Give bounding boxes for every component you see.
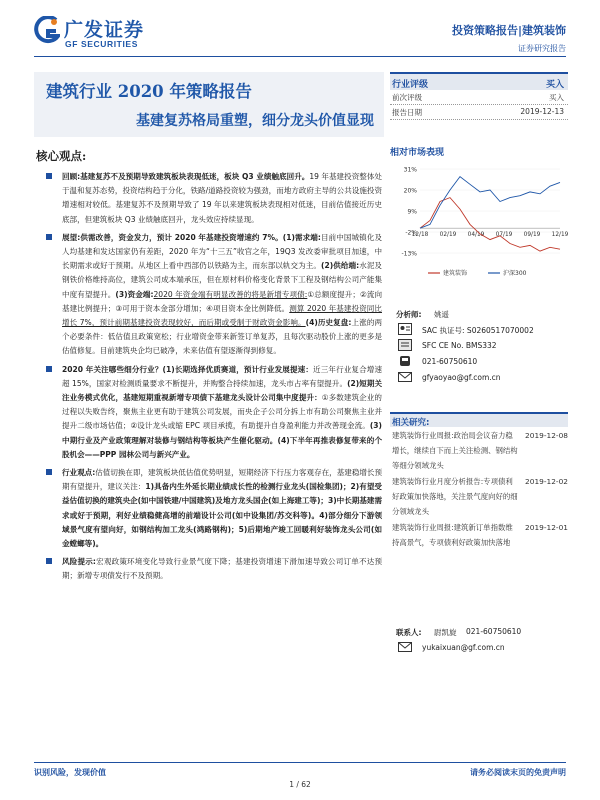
title-band (34, 72, 384, 137)
email-icon (398, 641, 412, 653)
square-bullet-icon (46, 469, 52, 475)
certificate-icon (398, 339, 412, 351)
contact-email[interactable]: yukaixuan@gf.com.cn (422, 643, 505, 652)
id-card-icon (398, 323, 412, 335)
square-bullet-icon (46, 234, 52, 240)
y-tick-label: -2% (405, 229, 417, 237)
related-item[interactable] (390, 520, 568, 550)
contact-info (396, 624, 568, 656)
prev-rating-value: 买入 (549, 93, 564, 102)
series-line (420, 198, 560, 252)
related-item-title: 建筑装饰行业周报:建筑新订单指数维持高景气，专项债利好政策加快落地 (392, 523, 513, 547)
core-paragraph-subsectors (44, 363, 382, 462)
y-tick-label: -13% (401, 250, 417, 258)
rating-separator (390, 119, 568, 120)
footer-disclaimer[interactable]: 请务必阅读末页的免责声明 (470, 768, 566, 777)
x-tick-label: 12/19 (551, 232, 568, 239)
demand-label: (1)需求端: (282, 232, 321, 242)
header-divider (34, 56, 566, 57)
subsectors-text1: 近三年行业复合增速超 15%，国家对检测质量要求不断提升，并购整合持续加速，龙头市占率有望提升。 (62, 364, 382, 388)
footer-slogan: 识别风险，发现价值 (34, 768, 106, 777)
analyst-name: 姚遥 (434, 310, 449, 319)
industry-view-text: 估值切换在即，建筑板块低估值优势明显，短期经济下行压力客观存在，基建稳增长预期有望提升，建议关注： (62, 468, 383, 492)
history-text: 上涨的两个必要条件：低估值且政策宽松；行业增资金带来新签订单复苏，且每次驱动股价上涨的更多是估值修复。目前建筑央企均已破净，未来估值有望逐渐得到修复。 (62, 318, 382, 356)
subsectors-point1: (1)长期选择优质赛道，预计行业发展提速： (162, 364, 314, 374)
subsectors-lead: 2020 年关注哪些细分行业？ (62, 364, 163, 374)
core-paragraph-industry-view (44, 466, 382, 551)
risk-text: 宏观政策环境变化导致行业景气度下降；基建投资增速下滑加速导致公司订单不达预期；新增专项债发行不及预期。 (62, 557, 382, 581)
contact-name: 尉凯旋 (434, 628, 457, 637)
review-text: 19 年基建投资整体处于温和复苏态势，投资结构趋于分化，铁路/道路投资较为强劲，而地方政府主导的公共设施投资增速相对较低。基建复苏不及预期导致了 19 年以来建筑板块表现相对低迷，目前估值接近历史底部，但建筑板块 Q3 业绩触底回升，龙头效应持续显现。 (62, 172, 382, 224)
report-header (452, 22, 566, 54)
legend-label: 建筑装饰 (443, 270, 468, 277)
logo-text-cn: 广发证券 (64, 19, 145, 41)
series-line (420, 177, 560, 229)
report-date-row (390, 105, 568, 119)
prev-rating-row (390, 90, 568, 104)
analyst-sfc-row (396, 338, 568, 354)
supply-label: (2)供给端: (321, 261, 360, 271)
subsectors-point3: (3)中期行业及产业政策理解对装修与钢结构等板块产生催化驱动。(4)下半年再推表修复带来的个股机会——PPP 园林公司与新兴产业。 (62, 421, 382, 459)
funding-estimate: 测算 2020 年基建投资同比增长 7%，预计前期基建投资表现较好，而后期或受制于财政资金影响。 (62, 303, 382, 328)
footer-divider (34, 762, 566, 763)
analyst-info (396, 306, 568, 386)
contact-phone-row (396, 624, 568, 640)
funding-underlined: 2020 年资金端有明显改善的将是新增专项债: (153, 289, 308, 299)
core-paragraph-review (44, 170, 382, 227)
analyst-email-row (396, 370, 568, 386)
page-number: 1 / 62 (289, 780, 311, 789)
logo-text-en: GF SECURITIES (65, 39, 138, 49)
related-item-date: 2019-12-01 (525, 523, 568, 532)
related-item-title: 建筑装饰行业周报:政治局会议奋力稳增长，继续自下而上关注检测、钢结构等细分领域龙头 (392, 431, 518, 470)
y-tick-label: 20% (403, 187, 417, 195)
x-tick-label: 12/18 (411, 232, 429, 239)
rating-header (390, 72, 568, 90)
history-label: (4)历史复盘: (305, 318, 352, 328)
legend-label: 沪深300 (503, 270, 527, 277)
analyst-sac: SAC 执证号: S0260517070002 (422, 326, 534, 335)
report-subtitle: 基建复苏格局重塑，细分龙头价值显现 (136, 113, 374, 129)
core-views-body (44, 170, 382, 588)
x-tick-label: 09/19 (523, 232, 541, 239)
contact-role: 联系人: (396, 628, 422, 637)
core-paragraph-risk (44, 555, 382, 583)
relative-performance-chart (390, 145, 568, 285)
related-research (390, 412, 568, 550)
prev-rating-label: 前次评级 (392, 93, 422, 102)
funding-label: (3)资金端: (115, 289, 154, 299)
funding-text: ①总额度提升；②流向基建比例提升；③可用于资本金部分增加；④项目资本金比例降低。 (62, 289, 382, 313)
core-views-heading: 核心观点: (36, 149, 87, 163)
gf-logo-icon (34, 16, 60, 44)
square-bullet-icon (46, 558, 52, 564)
chart-heading: 相对市场表现 (390, 148, 445, 158)
email-icon (398, 371, 412, 383)
report-title: 建筑行业 2020 年策略报告 (46, 82, 252, 101)
square-bullet-icon (46, 366, 52, 372)
subsectors-point2: (2)短期关注业务模式优化，基建短期重视新增专项债下基建龙头设计公司集中度提升： (62, 378, 382, 403)
related-item-date: 2019-12-08 (525, 431, 568, 440)
x-tick-label: 02/19 (439, 232, 457, 239)
analyst-role: 分析师: (396, 310, 422, 319)
related-item[interactable] (390, 428, 568, 473)
industry-view-label: 行业观点: (62, 468, 96, 478)
contact-email-row (396, 640, 568, 656)
subsectors-text2: ①多数建筑企业的过程以失败告终，聚焦主业更有助于建筑公司发展，而央企子公司分拆上市有助公司聚焦主业并提升二级市场估值；②设计龙头或缩 EPC 项目承揽，有助提升自身盈利能力并改善现金流。 (62, 393, 382, 431)
rating-value: 买入 (545, 80, 564, 90)
review-lead: 回顾:基建复苏不及预期导致建筑板块表现低迷，板块 Q3 业绩触底回升。 (62, 172, 310, 181)
demand-text: 目前中国城镇化及人均基建和发达国家仍有差距，2020 年为“十三五”收官之年，19Q3 发改委审批项目加速，中长期需求或好于预期。从地区上看中西部仍以铁路为主，而东部以轨交为主。 (62, 232, 382, 271)
rating-box (390, 72, 568, 120)
square-bullet-icon (46, 173, 52, 179)
outlook-lead: 展望:供需改善，资金发力，预计 2020 年基建投资增速约 7%。 (62, 232, 283, 242)
core-paragraph-outlook (44, 231, 382, 359)
x-tick-label: 04/19 (467, 232, 485, 239)
related-heading: 相关研究: (390, 412, 568, 427)
analyst-sac-row (396, 322, 568, 338)
industry-view-picks: 1)具备内生外延长期业绩成长性的检测行业龙头(国检集团)；2)有望受益估值切换的建筑央企(如中国铁建/中国建筑)及地方龙头国企(如上海建工等)；3)中长期基建需求或好于预期，利好业绩稳健高增的前端设计公司(如中设集团/苏交科等)。4)部分细分下游领域景气度有望向好，如钢结构加工龙头(鸿路钢构)；5)后期地产竣工回暖利好装饰龙头公司(如金螳螂等)。 (62, 482, 382, 549)
related-item[interactable] (390, 474, 568, 519)
x-tick-label: 07/19 (495, 232, 513, 239)
report-type: 投资策略报告|建筑装饰 (451, 24, 566, 37)
phone-icon (398, 355, 412, 367)
supply-text: 水泥及钢铁价格维持高位，建筑公司成本端承压，但在原材料价格变化背景下工程及钢结构公司产能集中度有望提升。 (62, 261, 382, 299)
company-logo (34, 14, 174, 48)
related-item-date: 2019-12-02 (525, 477, 568, 486)
analyst-sfc: SFC CE No. BMS332 (422, 341, 497, 350)
analyst-email[interactable]: gfyaoyao@gf.com.cn (422, 373, 501, 382)
performance-chart-svg (390, 161, 568, 286)
contact-phone: 021-60750610 (466, 627, 522, 636)
report-date-label: 报告日期 (392, 108, 422, 117)
analyst-phone-row (396, 354, 568, 370)
report-category: 证券研究报告 (518, 44, 566, 53)
related-item-title: 建筑装饰行业月度分析报告:专项债利好政策加快落地，关注景气度向好的细分领域龙头 (392, 477, 518, 516)
rating-label: 行业评级 (392, 80, 429, 90)
analyst-name-row (396, 306, 568, 322)
analyst-phone: 021-60750610 (422, 357, 478, 366)
risk-label: 风险提示: (62, 557, 96, 567)
y-tick-label: 31% (403, 166, 417, 174)
y-tick-label: 9% (407, 208, 417, 216)
report-date-value: 2019-12-13 (520, 107, 564, 116)
